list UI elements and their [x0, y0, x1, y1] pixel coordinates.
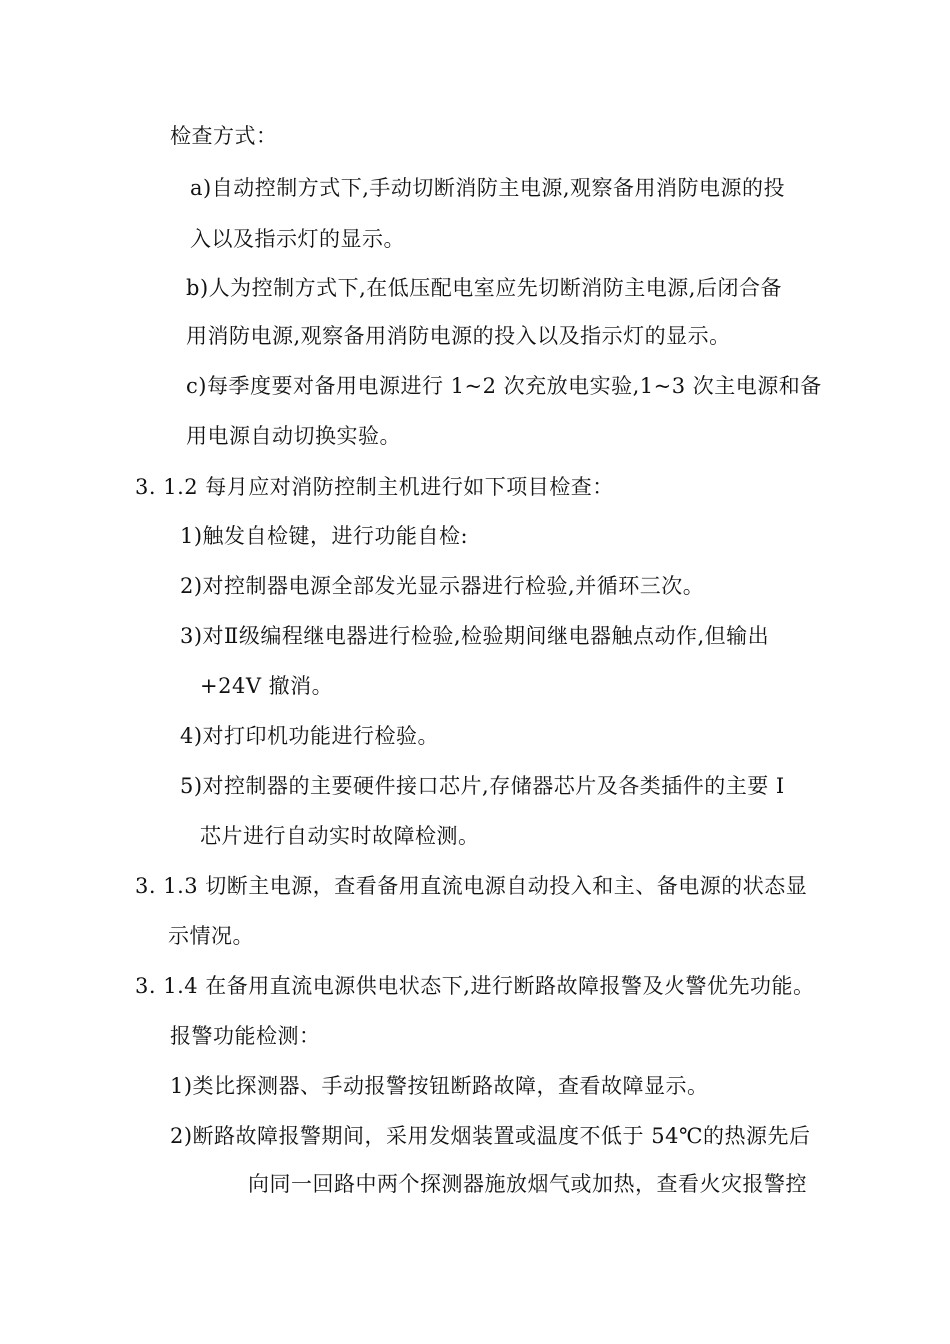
text-line: 示情况。	[168, 924, 254, 948]
text-line: 1)类比探测器、手动报警按钮断路故障，查看故障显示。	[170, 1074, 709, 1098]
text-line: 入以及指示灯的显示。	[190, 227, 405, 251]
text-line: 1)触发自检键，进行功能自检:	[180, 524, 469, 548]
text-line: c)每季度要对备用电源进行 1~2 次充放电实验,1~3 次主电源和备	[186, 374, 822, 398]
text-line: 4)对打印机功能进行检验。	[180, 724, 440, 748]
text-line: 用电源自动切换实验。	[186, 424, 401, 448]
section-heading: 3. 1.3 切断主电源，查看备用直流电源自动投入和主、备电源的状态显	[135, 874, 808, 898]
text-line: 芯片进行自动实时故障检测。	[200, 824, 480, 848]
section-heading: 3. 1.4 在备用直流电源供电状态下,进行断路故障报警及火警优先功能。	[135, 974, 815, 998]
text-line: 报警功能检测：	[170, 1024, 321, 1048]
section-heading: 3. 1.2 每月应对消防控制主机进行如下项目检查：	[135, 475, 614, 499]
text-line: b)人为控制方式下,在低压配电室应先切断消防主电源,后闭合备	[186, 276, 782, 300]
text-line: 3)对Ⅱ级编程继电器进行检验,检验期间继电器触点动作,但输出	[180, 624, 770, 648]
text-line: 5)对控制器的主要硬件接口芯片,存储器芯片及各类插件的主要 I	[180, 774, 785, 798]
text-line: a)自动控制方式下,手动切断消防主电源,观察备用消防电源的投	[190, 176, 786, 200]
text-line: 检查方式：	[170, 124, 278, 148]
text-line: 向同一回路中两个探测器施放烟气或加热，查看火灾报警控	[248, 1172, 807, 1196]
text-line: 2)断路故障报警期间，采用发烟装置或温度不低于 54℃的热源先后	[170, 1124, 811, 1148]
text-line: +24V 撤消。	[200, 674, 334, 698]
text-line: 2)对控制器电源全部发光显示器进行检验,并循环三次。	[180, 574, 705, 598]
text-line: 用消防电源,观察备用消防电源的投入以及指示灯的显示。	[186, 324, 731, 348]
